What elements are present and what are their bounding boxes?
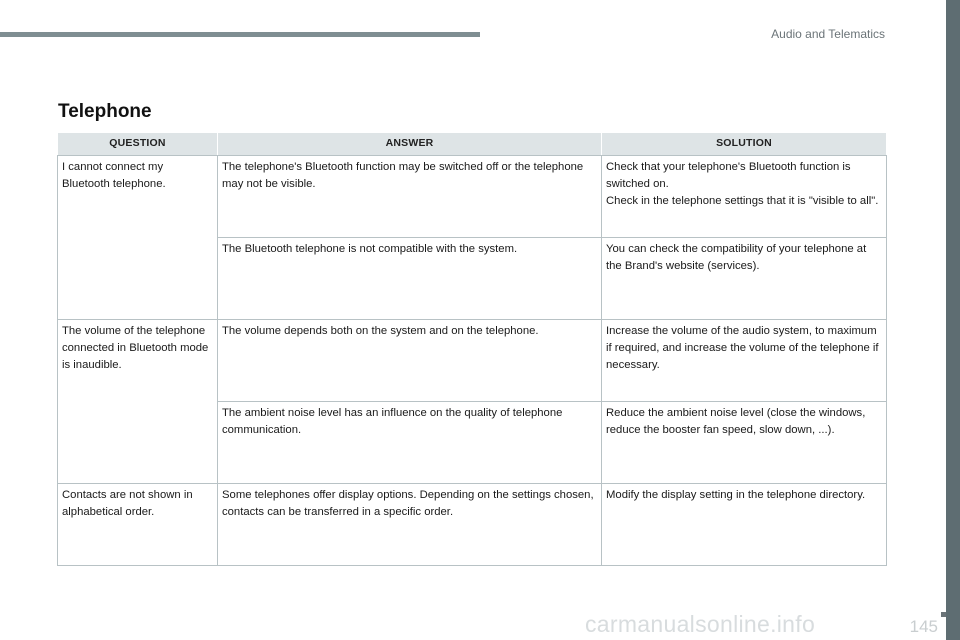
answer-cell: The telephone's Bluetooth function may be switched off or the telephone may not be visible. [218,156,602,238]
solution-cell: Modify the display setting in the telephone directory. [602,484,887,566]
table-row [58,156,887,238]
solution-cell: Increase the volume of the audio system, to maximum if required, and increase the volume of the telephone if necessary. [602,320,887,402]
question-cell: The volume of the telephone connected in Bluetooth mode is inaudible. [58,320,218,484]
table-row [58,320,887,402]
watermark-text: carmanualsonline.info [585,611,816,637]
answer-cell: Some telephones offer display options. Depending on the settings chosen, contacts can be transferred in a specific order. [218,484,602,566]
page-title: Telephone [58,101,152,122]
answer-cell: The ambient noise level has an influence on the quality of telephone communication. [218,402,602,484]
table-header-row [58,133,887,156]
solution-text: Check that your telephone's Bluetooth function is switched on. Check in the telephone settings that it is "visible to all". [606,161,879,207]
column-header-question: QUESTION [58,133,218,156]
page-number: 145 [909,617,938,636]
answer-cell: The volume depends both on the system and on the telephone. [218,320,602,402]
column-header-solution: SOLUTION [602,133,887,156]
solution-cell: Reduce the ambient noise level (close the windows, reduce the booster fan speed, slow down, ...). [602,402,887,484]
top-accent-bar [0,32,480,37]
section-header: Audio and Telematics [771,27,885,41]
column-header-answer: ANSWER [218,133,602,156]
table-row [58,484,887,566]
answer-cell: The Bluetooth telephone is not compatible with the system. [218,238,602,320]
question-cell: Contacts are not shown in alphabetical order. [58,484,218,566]
question-cell: I cannot connect my Bluetooth telephone. [58,156,218,320]
solution-cell: You can check the compatibility of your telephone at the Brand's website (services). [602,238,887,320]
troubleshooting-table [57,133,887,566]
side-band [946,0,960,640]
footer-marker [941,612,946,617]
solution-cell [602,156,887,238]
